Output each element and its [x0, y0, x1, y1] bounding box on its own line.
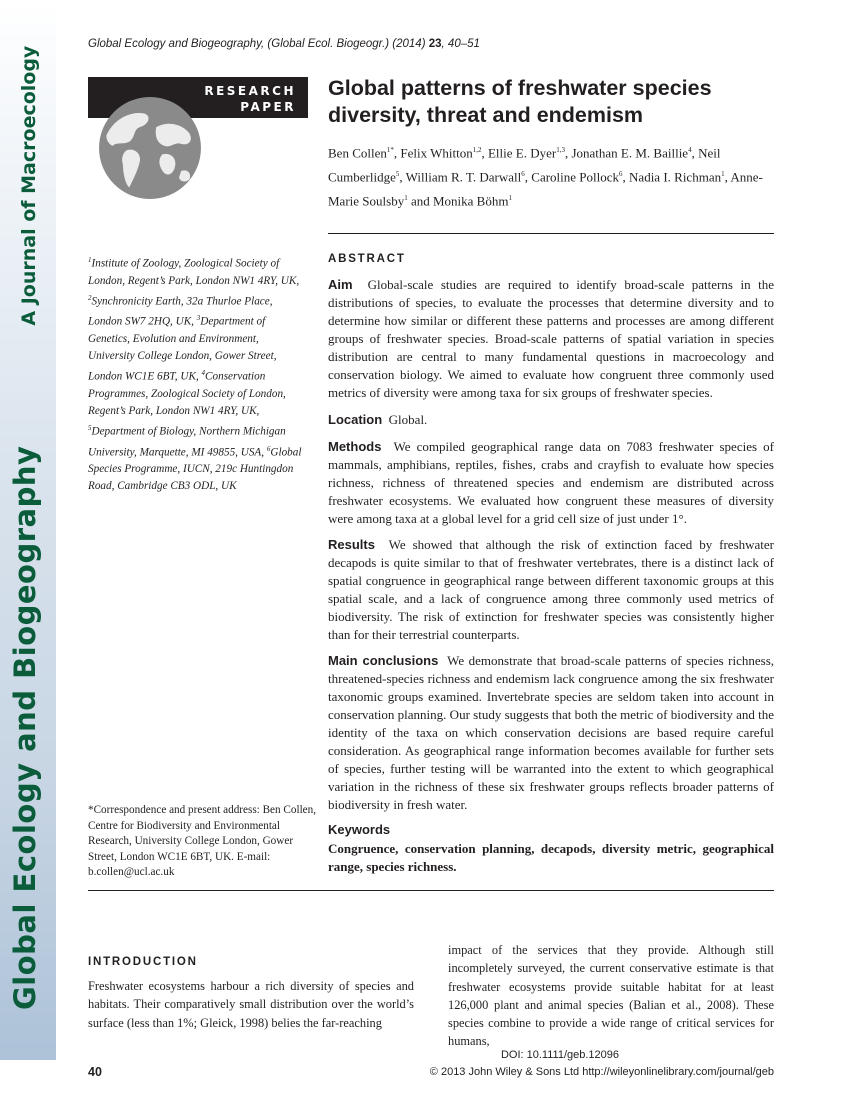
- author-list: [328, 140, 778, 211]
- results-text: We showed that although the risk of extinction faced by freshwater decapods is quite similar to that of freshwater vertebrates, there is a distinct lack of spatial congruence in geographical range between different taxonomic groups at this spatial scale, and a lack of congruence among three commonly used metrics of biodiversity. The risk of extinction for freshwater species was consistently higher than for their terrestrial counterparts.: [328, 537, 775, 642]
- author-affiliation-mark: 1: [404, 193, 408, 202]
- author-name: Nadia I. Richman: [629, 169, 722, 185]
- author-affiliation-mark: 4: [688, 146, 692, 154]
- affiliation-mark: 2: [88, 293, 92, 302]
- article-title: Global patterns of freshwater species diversity, threat and endemism: [328, 76, 712, 127]
- header-rule: [328, 233, 774, 234]
- aim-text: Global-scale studies are required to identify broad-scale patterns in the distributions of species, to evaluate the processes that determine diversity and to determine how similar or different these patterns and processes are among different groups of freshwater species. Broad-scale patterns of spatial variation in species distribution are central to many fundamental questions in macroecology and conservation biology. We aimed to evaluate how congruent three commonly used metrics of diversity were among taxa for six groups of freshwater species.: [328, 277, 774, 400]
- affiliation-text: Department of Biology, Northern Michigan University, Marquette, MI 49855, USA,: [88, 425, 286, 459]
- running-head-journal: Global Ecology and Biogeography, (Global Ecol. Biogeogr.) (2014): [88, 38, 429, 50]
- author-separator: ,: [524, 169, 532, 185]
- correspondence-note: *Correspondence and present address: Ben Collen, Centre for Biodiversity and Environmental Research, University College London, Gower Street, London WC1E 6BT, UK. E-mail: b.collen@ucl.ac.uk: [88, 804, 317, 878]
- author-separator: ,: [393, 145, 401, 161]
- author-affiliation-mark: 1,2: [472, 146, 482, 154]
- volume-number: 23: [428, 38, 442, 50]
- affiliations: [88, 252, 308, 495]
- affiliation-mark: 3: [196, 314, 201, 323]
- keywords-heading: Keywords: [328, 822, 391, 837]
- author-name: Felix Whitton: [400, 145, 473, 161]
- author-name: Monika Böhm: [432, 192, 509, 208]
- author-separator: ,: [622, 169, 630, 185]
- page-number: 40: [88, 1065, 102, 1079]
- results-heading: Results: [328, 537, 375, 552]
- location-heading: Location: [328, 412, 383, 427]
- author-name: Caroline Pollock: [531, 169, 620, 185]
- affiliation-mark: 5: [88, 423, 92, 432]
- author-affiliation-mark: 1: [721, 169, 725, 178]
- author-affiliation-mark: 1: [508, 193, 512, 202]
- affiliation-text: Institute of Zoology, Zoological Society of London, Regent’s Park, London NW1 4RY, UK,: [88, 257, 300, 287]
- affiliation-mark: 4: [201, 369, 206, 378]
- author-affiliation-mark: 6: [619, 169, 623, 178]
- keywords-list: Congruence, conservation planning, decapods, diversity metric, geographical range, species richness.: [328, 841, 774, 874]
- affiliation-text: Global Species Programme, IUCN, 219c Huntingdon Road, Cambridge CB3 ODL, UK: [88, 446, 302, 493]
- author-affiliation-mark: 6: [521, 169, 525, 178]
- author-name: Jonathan E. M. Baillie: [571, 145, 689, 161]
- conclusions-text: We demonstrate that broad-scale patterns of species richness, threatened-species richness and endemism lack congruence among the six freshwater taxonomic groups examined. Invertebrate species are seldom taken into account in conservation planning. Our study suggests that both the metric of biodiversity and the identity of the taxa on which conservation decisions are based require careful consideration. As geographical range information becomes available for further sets of species, further testing will be warranted into the extent to which geographical variation in the richness of these six freshwater groups reflects broader patterns of biodiversity in fresh water.: [328, 653, 775, 812]
- article-type-label: RESEARCH PAPER: [204, 84, 296, 114]
- aim-heading: Aim: [328, 277, 353, 292]
- introduction-column-1: Freshwater ecosystems harbour a rich diversity of species and habitats. Their comparatively small distribution over the world’s surface (less than 1%; Gleick, 1998) belies the far-reaching: [88, 979, 414, 1030]
- author-separator: ,: [399, 169, 406, 185]
- doi: DOI: 10.1111/geb.12096: [500, 1049, 620, 1061]
- page-range: , 40–51: [441, 38, 480, 50]
- sidebar-title: Global Ecology and Biogeography: [8, 445, 42, 1010]
- author-affiliation-mark: 1*: [386, 146, 394, 154]
- author-name: Neil Cumberlidge: [328, 145, 721, 185]
- journal-sidebar: [0, 0, 56, 1060]
- author-name: Ben Collen: [328, 145, 387, 161]
- affiliation-text: Department of Genetics, Evolution and Environment, University College London, Gower Street, London WC1E 6BT, UK,: [88, 316, 277, 383]
- author-name: Anne-Marie Soulsby: [328, 169, 763, 208]
- methods-text: We compiled geographical range data on 7083 freshwater species of mammals, amphibians, reptiles, fishes, crabs and crayfish to evaluate how species richness, richness of threatened species and endemism are distributed across freshwater ecosystems. We evaluated how congruent these measures of diversity were among taxa at a global level for a grid cell size of just under 1°.: [328, 439, 774, 526]
- affiliation-text: Synchronicity Earth, 32a Thurloe Place, London SW7 2HQ, UK,: [88, 295, 273, 329]
- author-separator: ,: [564, 145, 572, 161]
- running-head: [88, 38, 480, 50]
- abstract-location: [328, 411, 774, 429]
- abstract-conclusions: [328, 652, 774, 814]
- sidebar-subtitle: A Journal of Macroecology: [18, 45, 40, 326]
- abstract-methods: [328, 438, 774, 528]
- author-affiliation-mark: 1,3: [556, 146, 565, 154]
- introduction-heading: INTRODUCTION: [88, 956, 198, 968]
- copyright: © 2013 John Wiley & Sons Ltd http://wileyonlinelibrary.com/journal/geb: [429, 1066, 774, 1078]
- location-text: Global.: [388, 412, 428, 427]
- affiliation-mark: 6: [266, 444, 271, 453]
- abstract-rule: [88, 890, 774, 891]
- author-separator: ,: [724, 169, 731, 185]
- author-affiliation-mark: 5: [395, 169, 400, 178]
- author-name: Ellie E. Dyer: [487, 145, 557, 161]
- author-separator: ,: [691, 145, 699, 161]
- globe-icon: [98, 96, 202, 200]
- abstract-heading: ABSTRACT: [328, 253, 406, 265]
- conclusions-heading: Main conclusions: [328, 653, 439, 668]
- affiliation-text: Conservation Programmes, Zoological Society of London, Regent’s Park, London NW1 4RY, UK,: [88, 370, 286, 417]
- author-name: William R. T. Darwall: [405, 169, 522, 185]
- author-separator: ,: [481, 145, 488, 161]
- author-separator: and: [407, 192, 433, 208]
- abstract-results: [328, 536, 774, 644]
- abstract-aim: [328, 276, 774, 402]
- introduction-column-2: impact of the services that they provide. Although still incompletely surveyed, the current conservative estimate is that freshwater ecosystems provide suitable habitat for at least 126,000 plant and animal species (Balian et al., 2008). These species combine to provide a wide range of critical services for humans,: [448, 943, 774, 1049]
- affiliation-mark: 1: [88, 256, 92, 264]
- methods-heading: Methods: [328, 439, 382, 454]
- sidebar-text: [8, 10, 48, 1010]
